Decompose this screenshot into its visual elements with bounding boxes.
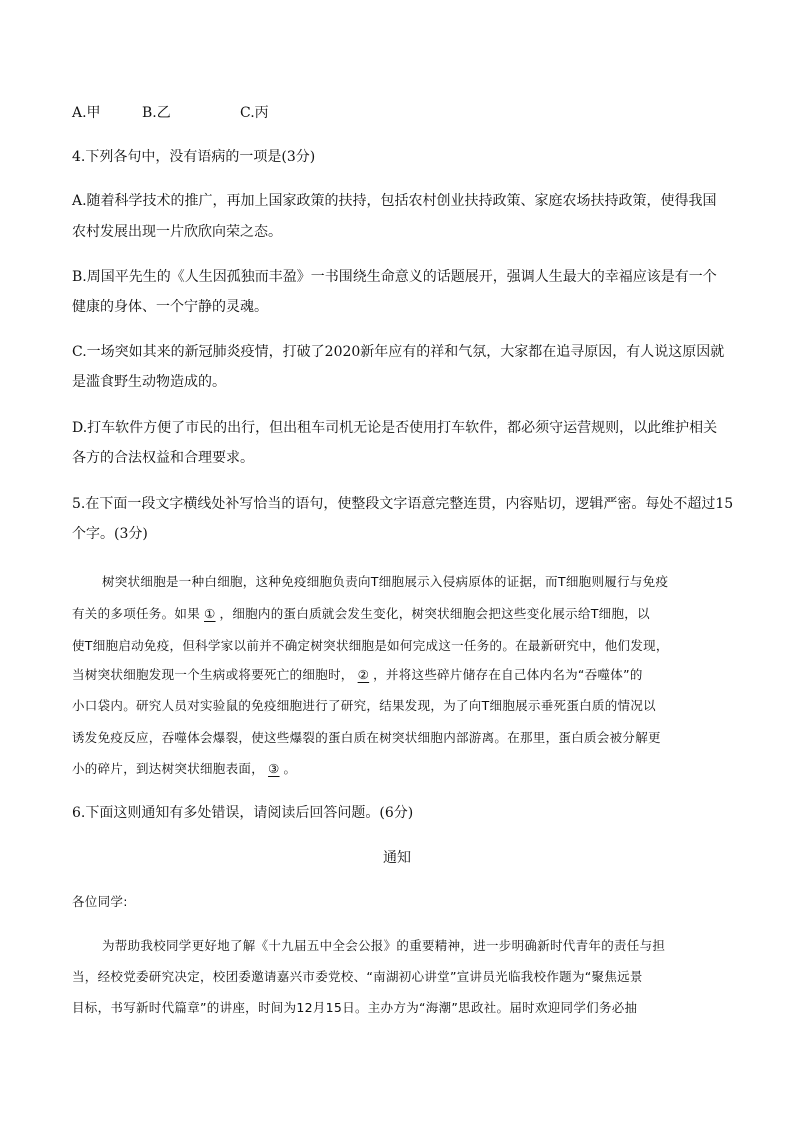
- blank-1: ①: [204, 606, 216, 621]
- question-5-stem-line2: 个字。(3分): [72, 526, 148, 542]
- q4-option-a-line1: A.随着科学技术的推广，再加上国家政策的扶持，包括农村创业扶持政策、家庭农场扶持政策，使得我国: [72, 193, 717, 209]
- question-6-stem: 6.下面这则通知有多处错误，请阅读后回答问题。(6分): [72, 805, 414, 821]
- options-row: [72, 103, 269, 123]
- passage-text: 有关的多项任务。如果: [72, 606, 201, 621]
- option-a: A.甲: [72, 105, 101, 121]
- option-c: C.丙: [240, 105, 269, 121]
- notice-line-2: 当，经校党委研究决定，校团委邀请嘉兴市委党校、“南湖初心讲堂”宣讲员光临我校作题为“聚焦远景: [72, 969, 643, 984]
- question-5-stem-line1: 5.在下面一段文字横线处补写恰当的语句，使整段文字语意完整连贯，内容贴切，逻辑严密。每处不超过15: [72, 496, 734, 512]
- passage-line-5: 小口袋内。研究人员对实验鼠的免疫细胞进行了研究，结果发现，为了向T细胞展示垂死蛋白质的情况以: [72, 698, 656, 713]
- q4-option-b-line1: B.周国平先生的《人生因孤独而丰盈》一书围绕生命意义的话题展开，强调人生最大的幸福应该是有一个: [72, 269, 717, 285]
- notice-line-3: 目标，书写新时代篇章”的讲座，时间为12月15日。主办方为“海潮”思政社。届时欢迎同学们务必抽: [72, 1000, 638, 1015]
- notice-greeting: 各位同学:: [72, 894, 128, 909]
- blank-3: ③: [268, 761, 280, 776]
- notice-line-1: 为帮助我校同学更好地了解《十九届五中全会公报》的重要精神，进一步明确新时代青年的责任与担: [102, 938, 666, 953]
- passage-line-2: [72, 604, 650, 624]
- passage-line-7: [72, 759, 296, 779]
- passage-text: ，细胞内的蛋白质就会发生变化，树突状细胞会把这些变化展示给T细胞，以: [219, 606, 650, 621]
- passage-line-3: 使T细胞启动免疫，但科学家以前并不确定树突状细胞是如何完成这一任务的。在最新研究中，他们发现，: [72, 638, 669, 653]
- passage-line-1: 树突状细胞是一种白细胞，这种免疫细胞负责向T细胞展示入侵病原体的证据，而T细胞则履行与免疫: [102, 574, 669, 589]
- q4-option-d-line1: D.打车软件方便了市民的出行，但出租车司机无论是否使用打车软件，都必须守运营规则，以此维护相关: [72, 420, 718, 436]
- q4-option-b-line2: 健康的身体、一个宁静的灵魂。: [72, 299, 268, 315]
- blank-2: ②: [357, 667, 370, 682]
- notice-title: 通知: [383, 850, 411, 866]
- option-b: B.乙: [142, 105, 171, 121]
- question-4-stem: 4.下列各句中，没有语病的一项是(3分): [72, 149, 316, 165]
- passage-text: 当树突状细胞发现一个生病或将要死亡的细胞时，: [72, 667, 354, 682]
- passage-text: 。: [283, 761, 297, 776]
- q4-option-c-line1: C.一场突如其来的新冠肺炎疫情，打破了2020新年应有的祥和气氛，大家都在追寻原因，有人说这原因就: [72, 344, 725, 360]
- q4-option-c-line2: 是滥食野生动物造成的。: [72, 374, 226, 390]
- passage-line-4: [72, 665, 643, 685]
- q4-option-d-line2: 各方的合法权益和合理要求。: [72, 450, 254, 466]
- passage-line-6: 诱发免疫反应，吞噬体会爆裂，使这些爆裂的蛋白质在树突状细胞内部游离。在那里，蛋白质会被分解更: [72, 730, 661, 745]
- passage-text: ，并将这些碎片储存在自己体内名为“吞噬体”的: [373, 667, 643, 682]
- q4-option-a-line2: 农村发展出现一片欣欣向荣之态。: [72, 224, 282, 240]
- passage-text: 小的碎片，到达树突状细胞表面，: [72, 761, 265, 776]
